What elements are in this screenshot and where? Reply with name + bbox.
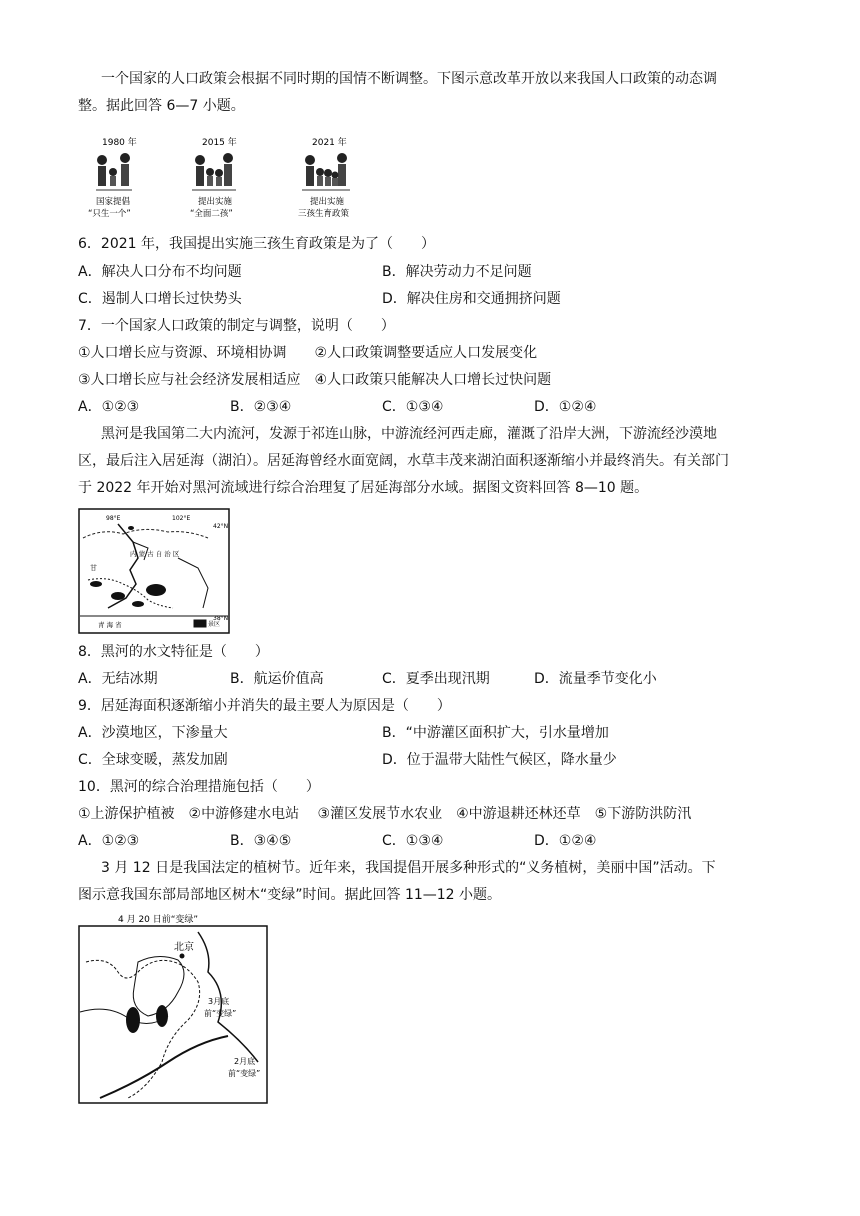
lat-label-42: 42°N [213, 523, 229, 530]
q7-statement-2: ③人口增长应与社会经济发展相适应 ④人口政策只能解决人口增长过快问题 [78, 372, 552, 388]
lon-label-102: 102°E [172, 515, 191, 522]
q6-option-d: D．解决住房和交通拥挤问题 [382, 291, 561, 307]
intro2-line1: 黑河是我国第二大内流河，发源于祁连山脉，中游流经河西走廊，灌溉了沿岸大洲，下游流经沙漠地 [101, 426, 717, 442]
lat-label-38: 38°N [213, 615, 229, 622]
q7-option-d: D．①②④ [534, 399, 597, 415]
feb-label-1: 2月底 [234, 1057, 256, 1066]
juyan-lake [128, 526, 134, 530]
q6-option-c: C．遏制人口增长过快势头 [78, 291, 242, 307]
panel-year: 2021 年 [312, 138, 347, 148]
intro2-line2: 区，最后注入居延海（湖泊）。居延海曾经水面宽阔，水草丰茂来湖泊面积逐渐缩小并最终消失。有关部门 [78, 453, 729, 469]
panel-caption-1: 提出实施 [310, 197, 345, 207]
intro3-line1: 3 月 12 日是我国法定的植树节。近年来，我国提倡开展多种形式的“义务植树，美丽中国”活动。下 [101, 860, 716, 876]
policy-panel-2015 [190, 136, 237, 219]
q6-option-a: A．解决人口分布不均问题 [78, 264, 242, 280]
q8-option-c: C．夏季出现汛期 [382, 671, 490, 687]
greening-time-map [78, 912, 268, 1104]
march-label-1: 3月底 [208, 997, 230, 1006]
q7-option-c: C．①③④ [382, 399, 444, 415]
panel-caption-1: 国家提倡 [96, 197, 131, 207]
q6-option-b: B．解决劳动力不足问题 [382, 264, 532, 280]
intro1-line1: 一个国家的人口政策会根据不同时期的国情不断调整。下图示意改革开放以来我国人口政策的动态调 [101, 71, 717, 87]
feb-label-2: 前“变绿” [228, 1069, 261, 1078]
q8-stem: 8．黑河的水文特征是（ ） [78, 644, 269, 660]
panel-caption-2: “只生一个” [88, 209, 131, 219]
heihe-basin-map [78, 508, 230, 634]
q9-option-d: D．位于温带大陆性气候区，降水量少 [382, 752, 617, 768]
gansu-label: 甘 [90, 564, 97, 572]
population-policy-figure [80, 132, 380, 224]
panel-year: 1980 年 [102, 138, 137, 148]
q7-statement-1: ①人口增长应与资源、环境相协调 ②人口政策调整要适应人口发展变化 [78, 345, 538, 361]
panel-caption-1: 提出实施 [198, 197, 233, 207]
inner-mongolia-label: 内 蒙 古 自 治 区 [130, 550, 180, 558]
intro3-line2: 图示意我国东部局部地区树木“变绿”时间。据此回答 11—12 小题。 [78, 887, 502, 903]
q7-stem: 7．一个国家人口政策的制定与调整，说明（ ） [78, 318, 395, 334]
q9-stem: 9．居延海面积逐渐缩小并消失的最主要人为原因是（ ） [78, 698, 451, 714]
legend-swatch [194, 620, 206, 627]
q10-statements: ①上游保护植被 ②中游修建水电站 ③灌区发展节水农业 ④中游退耕还林还草 ⑤下游防洪防汛 [78, 806, 692, 822]
beijing-marker [180, 954, 185, 959]
q7-option-a: A．①②③ [78, 399, 140, 415]
q9-option-b: B．“中游灌区面积扩大，引水量增加 [382, 725, 609, 741]
panel-year: 2015 年 [202, 138, 237, 148]
panel-caption-2: “全面二孩” [190, 209, 233, 219]
intro2-line3: 于 2022 年开始对黑河流域进行综合治理复了居延海部分水域。据图文资料回答 8—10 题。 [78, 480, 649, 496]
policy-panel-2021 [298, 136, 350, 219]
intro1-line2: 整。据此回答 6—7 小题。 [78, 98, 245, 114]
q10-stem: 10．黑河的综合治理措施包括（ ） [78, 779, 320, 795]
q6-stem: 6．2021 年，我国提出实施三孩生育政策是为了（ ） [78, 236, 435, 252]
q8-option-b: B．航运价值高 [230, 671, 324, 687]
march-label-2: 前“变绿” [204, 1009, 237, 1018]
q9-option-a: A．沙漠地区，下渗量大 [78, 725, 228, 741]
panel-caption-2: 三孩生育政策 [298, 209, 350, 219]
q10-option-c: C．①③④ [382, 833, 444, 849]
q8-option-a: A．无结冰期 [78, 671, 158, 687]
qinghai-label: 青 海 省 [98, 621, 122, 629]
policy-panel-1980 [88, 136, 137, 219]
legend-label: 景区 [208, 621, 221, 628]
q8-option-d: D．流量季节变化小 [534, 671, 657, 687]
map-title: 4 月 20 日前“变绿” [118, 915, 199, 925]
q9-option-c: C．全球变暖，蒸发加剧 [78, 752, 228, 768]
q10-option-b: B．③④⑤ [230, 833, 292, 849]
beijing-label: 北京 [174, 942, 194, 953]
q10-option-d: D．①②④ [534, 833, 597, 849]
lon-label-98: 98°E [106, 515, 121, 522]
q7-option-b: B．②③④ [230, 399, 292, 415]
q10-option-a: A．①②③ [78, 833, 140, 849]
